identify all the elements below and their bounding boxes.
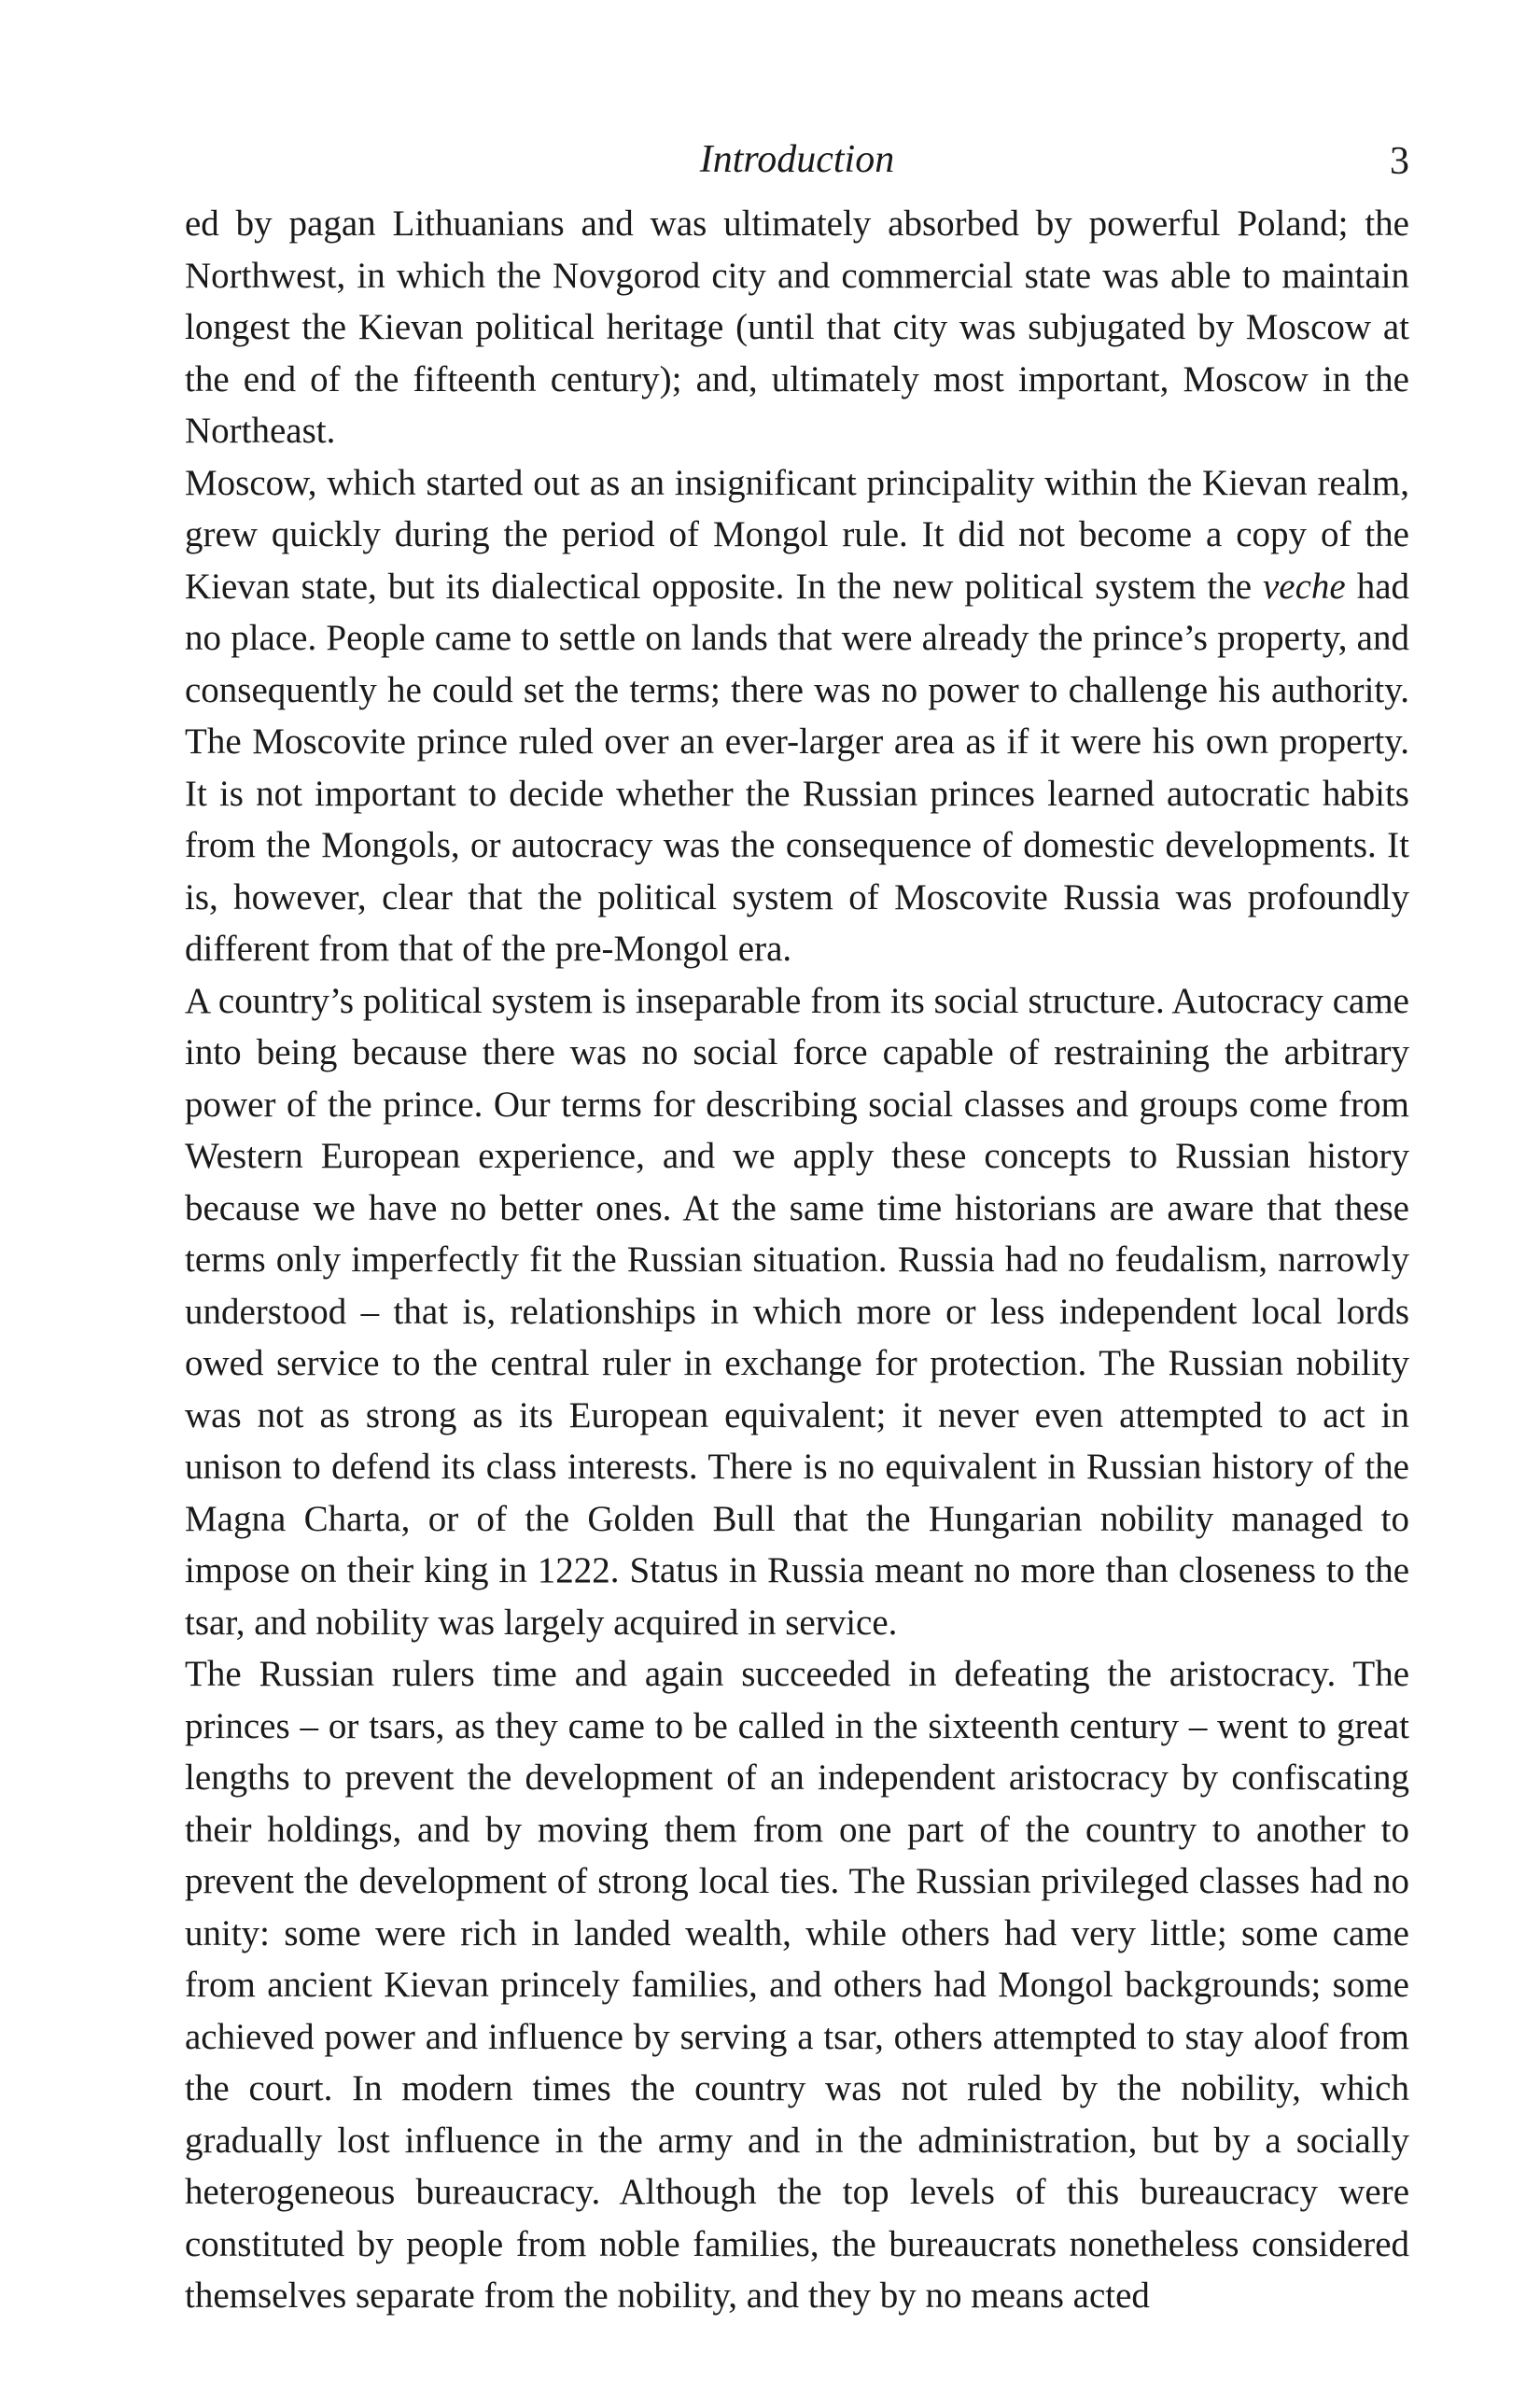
paragraph-4: The Russian rulers time and again succeeded in defeating the aristocracy. The princes – or tsars, as they came to be called in the sixteenth century – went to great lengths to prevent the development of an independent aristocracy by confiscating their holdings, and by moving them from one part of the country to another to prevent the development of strong local ties. The Russian privileged classes had no unity: some were rich in landed wealth, while others had very little; some came from ancient Kievan princely families, and others had Mongol backgrounds; some achieved power and influence by serving a tsar, others attempted to stay aloof from the court. In modern times the country was not ruled by the nobility, which gradually lost influence in the army and in the administration, but by a socially heterogeneous bureaucracy. Although the top levels of this bureaucracy were constituted by people from noble families, the bureaucrats nonetheless considered themselves separate from the nobility, and they by no means acted — [185, 1654, 1409, 2316]
veche-term: veche — [1262, 566, 1346, 607]
paragraph-2 — [185, 457, 1409, 975]
page-number: 3 — [1390, 140, 1409, 183]
running-title: Introduction — [699, 138, 895, 181]
paragraph-1: ed by pagan Lithuanians and was ultimately absorbed by powerful Poland; the Northwest, in which the Novgorod city and commercial state was able to maintain longest the Kievan political heritage (until that city was subjugated by Moscow at the end of the fifteenth century); and, ultimately most important, Moscow in the Northeast. — [185, 203, 1409, 451]
running-head — [185, 131, 1409, 189]
body-text — [185, 198, 1409, 2322]
paragraph-3: A country’s political system is inseparable from its social structure. Autocracy came into being because there was no social force capable of restraining the arbitrary power of the prince. Our terms for describing social classes and groups come from Western European experience, and we apply these concepts to Russian history because we have no better ones. At the same time historians are aware that these terms only imperfectly fit the Russian situation. Russia had no feudalism, narrowly understood – that is, relationships in which more or less independent local lords owed service to the central ruler in exchange for protection. The Russian nobility was not as strong as its European equivalent; it never even attempted to act in unison to defend its class interests. There is no equivalent in Russian history of the Magna Charta, or of the Golden Bull that the Hungarian nobility managed to impose on their king in 1222. Status in Russia meant no more than closeness to the tsar, and nobility was largely acquired in service. — [185, 980, 1409, 1643]
paragraph-2-text-after: had no place. People came to settle on lands that were already the prince’s property, and consequently he could set the terms; there was no power to challenge his authority. The Moscovite prince ruled over an ever-larger area as if it were his own property. It is not important to decide whether the Russian princes learned autocratic habits from the Mongols, or autocracy was the consequence of domestic developments. It is, however, clear that the political system of Moscovite Russia was profoundly different from that of the pre-Mongol era. — [185, 566, 1409, 969]
paragraph-2-text-before: Moscow, which started out as an insignificant principality within the Kievan realm, grew quickly during the period of Mongol rule. It did not become a copy of the Kievan state, but its dialectical opposite. In the new political system the — [185, 462, 1409, 607]
book-page — [185, 131, 1409, 2322]
